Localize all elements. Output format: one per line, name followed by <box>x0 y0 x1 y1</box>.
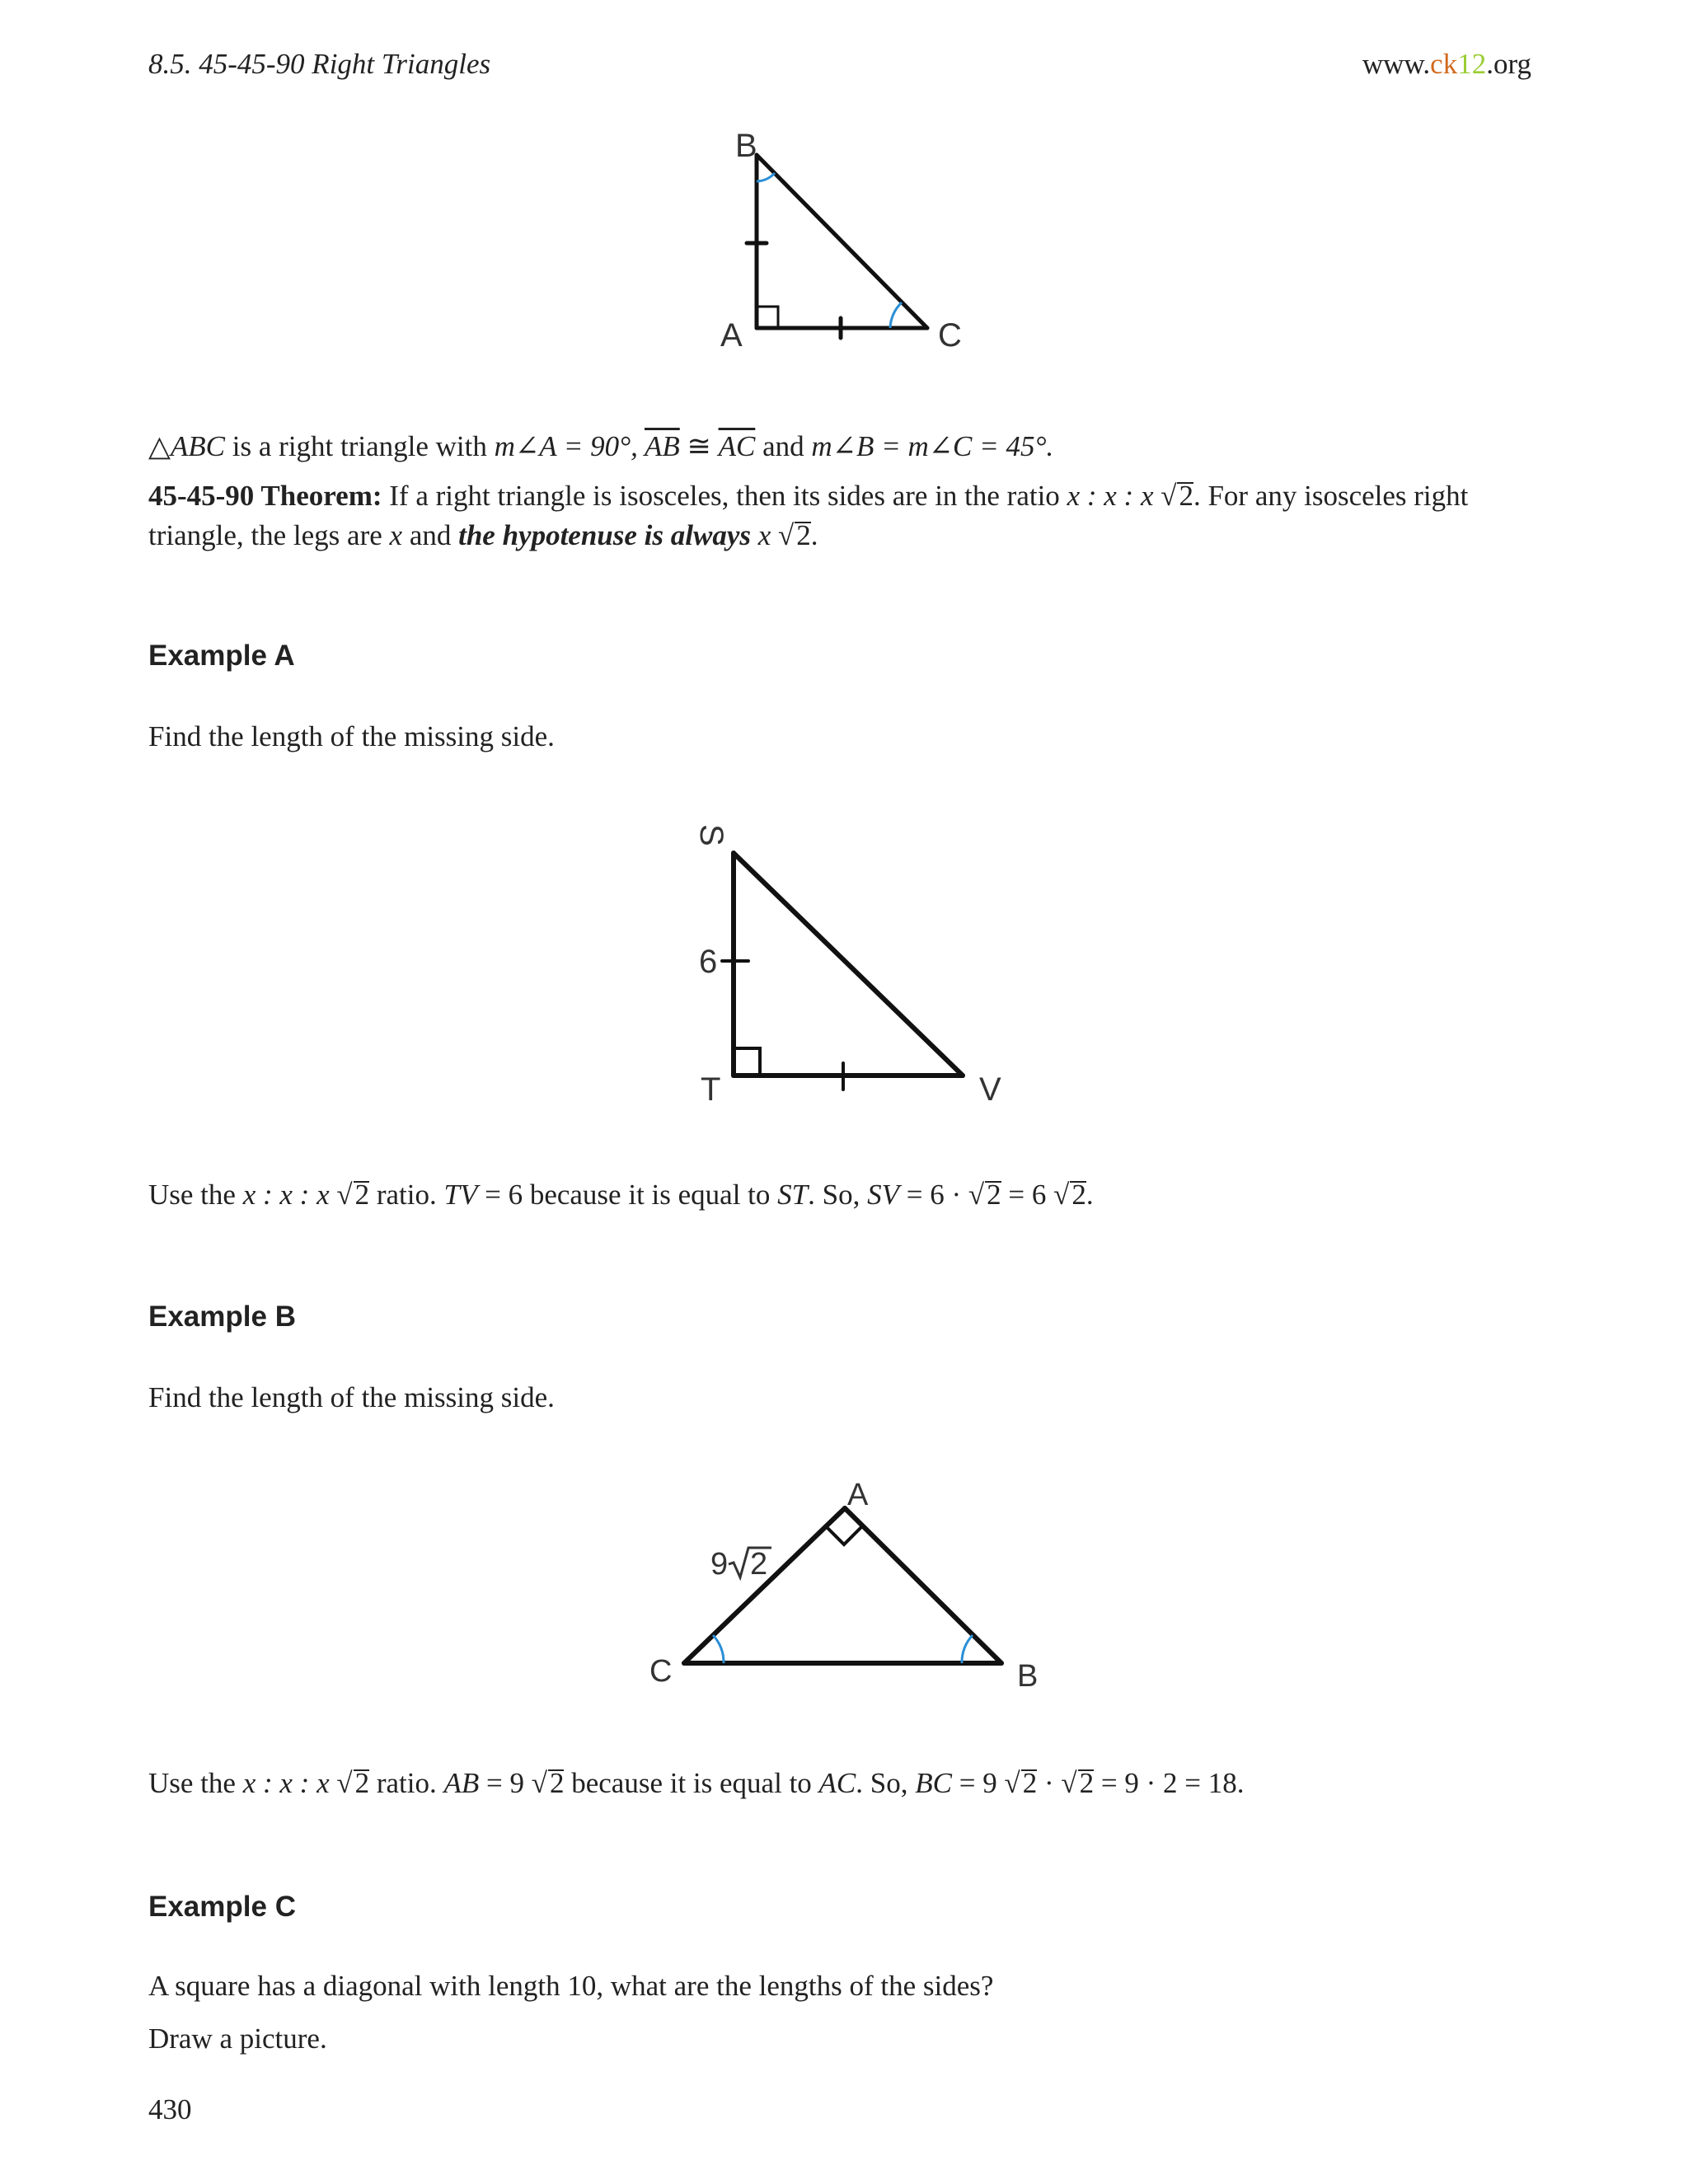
label-v: V <box>979 1071 1001 1108</box>
sqrt-icon: √ <box>1053 1179 1070 1211</box>
label-six: 6 <box>699 944 718 980</box>
sol-a-ratio: x : x : x <box>242 1179 337 1211</box>
triangle-abc-text: △ABC <box>148 430 226 462</box>
sol-b-radicand-2: 2 <box>549 1767 565 1799</box>
theorem-text-1: If a right triangle is isosceles, then its sides are in the ratio <box>382 480 1067 512</box>
theorem-radicand-2: 2 <box>796 519 811 551</box>
page-number: 430 <box>148 2093 192 2125</box>
example-a-solution <box>148 1175 1094 1215</box>
side-bc <box>757 155 927 328</box>
sqrt-icon: √ <box>1004 1767 1020 1799</box>
angle-arc-b <box>757 173 775 181</box>
sol-b-ab: AB <box>443 1767 480 1799</box>
intro-text-1: is a right triangle with <box>225 430 495 462</box>
figure-triangle-abc <box>692 124 989 363</box>
label-nine: 9 <box>710 1547 729 1582</box>
sol-b-bc: BC <box>915 1767 952 1799</box>
example-c-prompt: A square has a diagonal with length 10, what are the lengths of the sides? <box>148 1970 994 2002</box>
sol-a-text-7: . <box>1085 1179 1094 1211</box>
sol-b-radicand-4: 2 <box>1079 1767 1095 1799</box>
figure-triangle-abc-b <box>635 1475 1063 1706</box>
sol-b-text-2: ratio. <box>369 1767 444 1799</box>
example-c-prompt-2: Draw a picture. <box>148 2022 327 2055</box>
sol-a-st: ST <box>777 1179 809 1211</box>
label-a: A <box>720 317 743 354</box>
congruent-symbol: ≅ <box>679 430 719 462</box>
theorem-x-sqrt: x <box>757 519 779 551</box>
sol-a-text-2: ratio. <box>369 1179 444 1211</box>
sol-a-sv: SV <box>867 1179 899 1211</box>
theorem-emphasis: the hypotenuse is always <box>458 519 751 551</box>
label-s: S <box>693 824 729 846</box>
sol-b-ratio: x : x : x <box>242 1767 337 1799</box>
site-ck: ck <box>1430 48 1458 80</box>
intro-sentence <box>148 427 1053 466</box>
sol-a-text-5: = 6 · <box>898 1179 968 1211</box>
theorem-paragraph <box>148 476 1550 555</box>
theorem-text-4 <box>751 519 758 551</box>
angle-arc-c <box>890 302 902 328</box>
sol-b-text-7: · <box>1037 1767 1062 1799</box>
site-12: 12 <box>1457 48 1487 80</box>
sol-b-text-8: = 9 · 2 = 18. <box>1094 1767 1245 1799</box>
sqrt-icon: √ <box>1160 480 1177 512</box>
segment-ac: $\overline{AC}$ <box>718 430 756 462</box>
side-sv <box>734 853 963 1076</box>
right-angle-t <box>734 1048 760 1076</box>
example-b-heading: Example B <box>148 1301 296 1333</box>
theorem-text-3: and <box>402 519 459 551</box>
sol-a-radicand-3: 2 <box>1071 1179 1086 1211</box>
label-radicand: 2 <box>750 1547 768 1582</box>
sol-b-text-3: = 9 <box>479 1767 532 1799</box>
label-t: T <box>701 1071 721 1108</box>
sqrt-icon: √ <box>336 1767 353 1799</box>
sol-a-radicand-2: 2 <box>987 1179 1001 1211</box>
label-c: C <box>649 1654 673 1689</box>
running-header-section: 8.5. 45-45-90 Right Triangles <box>148 48 491 80</box>
site-prefix: www. <box>1362 48 1431 80</box>
theorem-text-5: . <box>810 519 818 551</box>
label-b: B <box>735 128 757 164</box>
sol-b-text-5: . So, <box>856 1767 916 1799</box>
label-b: B <box>1017 1659 1039 1694</box>
label-c: C <box>938 317 962 354</box>
sol-b-text-1: Use the <box>148 1767 243 1799</box>
site-suffix: .org <box>1486 48 1531 80</box>
sol-a-text-3: = 6 because it is equal to <box>477 1179 778 1211</box>
sol-a-tv: TV <box>443 1179 478 1211</box>
sol-b-radicand: 2 <box>354 1767 370 1799</box>
side-ab <box>845 1508 1001 1663</box>
sqrt-icon: √ <box>336 1179 353 1211</box>
segment-ab: $\overline{AB}$ <box>644 430 680 462</box>
sol-b-ac: AC <box>818 1767 856 1799</box>
intro-text-2: and <box>755 430 812 462</box>
example-a-heading: Example A <box>148 640 295 672</box>
sol-b-radicand-3: 2 <box>1022 1767 1038 1799</box>
sol-a-text-1: Use the <box>148 1179 243 1211</box>
theorem-text-2: . For any isosceles right triangle, the legs are <box>148 480 1469 551</box>
sqrt-icon: √ <box>1061 1767 1077 1799</box>
theorem-label: 45-45-90 Theorem: <box>148 480 382 512</box>
sol-a-text-4: . So, <box>808 1179 868 1211</box>
sqrt-icon: √ <box>968 1179 985 1211</box>
example-b-solution <box>148 1764 1244 1803</box>
theorem-ratio: x : x : x <box>1067 480 1161 512</box>
sol-a-radicand: 2 <box>354 1179 370 1211</box>
example-c-heading: Example C <box>148 1891 296 1923</box>
label-a: A <box>847 1478 869 1512</box>
example-a-prompt: Find the length of the missing side. <box>148 720 555 752</box>
angle-arc-b <box>962 1635 973 1663</box>
theorem-x: x <box>389 519 403 551</box>
example-b-prompt: Find the length of the missing side. <box>148 1381 555 1413</box>
running-header-site <box>1362 48 1531 81</box>
theorem-radicand: 2 <box>1179 480 1193 512</box>
right-angle-a <box>757 307 778 328</box>
sqrt-icon: √ <box>531 1767 547 1799</box>
sqrt-icon: √ <box>778 519 795 551</box>
sol-b-text-6: = 9 <box>951 1767 1005 1799</box>
angle-bc-statement: m∠B = m∠C = 45°. <box>811 430 1054 462</box>
angle-arc-c <box>713 1635 724 1663</box>
side-ca <box>684 1508 845 1663</box>
right-angle-a <box>826 1526 862 1544</box>
sol-b-text-4: because it is equal to <box>564 1767 819 1799</box>
sol-a-text-6: = 6 <box>1001 1179 1054 1211</box>
figure-triangle-stv <box>676 816 1022 1113</box>
angle-a-statement: m∠A = 90°, <box>494 430 645 462</box>
